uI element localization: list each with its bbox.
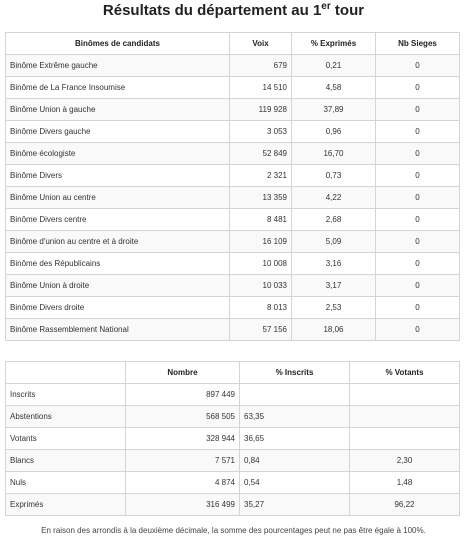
stats-table: [5, 361, 460, 516]
table-row: [6, 494, 460, 516]
title-text: Résultats du département au 1: [102, 2, 322, 19]
nb-sieges-cell: 0: [376, 121, 460, 143]
stats-header-row: [6, 362, 460, 384]
pct-exprimes-cell: 18,06: [292, 319, 376, 341]
pct-exprimes-cell: 0,73: [292, 165, 376, 187]
table-row: [6, 297, 460, 319]
nb-sieges-cell: 0: [376, 165, 460, 187]
pct-exprimes-cell: 16,70: [292, 143, 376, 165]
candidate-cell: Binôme Divers centre: [6, 209, 230, 231]
voix-cell: 119 928: [230, 99, 292, 121]
nombre-cell: 328 944: [126, 428, 240, 450]
nb-sieges-cell: 0: [376, 231, 460, 253]
pct-votants-cell: 96,22: [350, 494, 460, 516]
table-row: [6, 253, 460, 275]
nombre-cell: 316 499: [126, 494, 240, 516]
pct-exprimes-cell: 0,96: [292, 121, 376, 143]
pct-exprimes-cell: 4,22: [292, 187, 376, 209]
candidate-cell: Binôme Rassemblement National: [6, 319, 230, 341]
table-row: [6, 121, 460, 143]
nombre-cell: 7 571: [126, 450, 240, 472]
pct-exprimes-cell: 5,09: [292, 231, 376, 253]
header-nb-sieges: Nb Sieges: [376, 33, 460, 55]
voix-cell: 679: [230, 55, 292, 77]
nombre-cell: 4 874: [126, 472, 240, 494]
voix-cell: 57 156: [230, 319, 292, 341]
nb-sieges-cell: 0: [376, 99, 460, 121]
header-nombre: Nombre: [126, 362, 240, 384]
results-header-row: [6, 33, 460, 55]
pct-votants-cell: [350, 406, 460, 428]
table-row: [6, 143, 460, 165]
stat-label-cell: Abstentions: [6, 406, 126, 428]
voix-cell: 10 008: [230, 253, 292, 275]
pct-votants-cell: [350, 384, 460, 406]
title-suffix: tour: [330, 2, 365, 19]
voix-cell: 3 053: [230, 121, 292, 143]
nb-sieges-cell: 0: [376, 77, 460, 99]
stat-label-cell: Blancs: [6, 450, 126, 472]
table-row: [6, 165, 460, 187]
table-row: [6, 319, 460, 341]
candidate-cell: Binôme Union au centre: [6, 187, 230, 209]
voix-cell: 2 321: [230, 165, 292, 187]
pct-exprimes-cell: 3,16: [292, 253, 376, 275]
voix-cell: 10 033: [230, 275, 292, 297]
table-row: [6, 406, 460, 428]
header-pct-votants: % Votants: [350, 362, 460, 384]
table-row: [6, 187, 460, 209]
voix-cell: 16 109: [230, 231, 292, 253]
voix-cell: 13 359: [230, 187, 292, 209]
voix-cell: 8 013: [230, 297, 292, 319]
table-row: [6, 384, 460, 406]
pct-votants-cell: 2,30: [350, 450, 460, 472]
page-title: [0, 0, 467, 28]
candidate-cell: Binôme des Républicains: [6, 253, 230, 275]
nb-sieges-cell: 0: [376, 275, 460, 297]
stat-label-cell: Nuls: [6, 472, 126, 494]
pct-inscrits-cell: 35,27: [240, 494, 350, 516]
nb-sieges-cell: 0: [376, 297, 460, 319]
nb-sieges-cell: 0: [376, 253, 460, 275]
table-row: [6, 77, 460, 99]
nombre-cell: 568 505: [126, 406, 240, 428]
pct-inscrits-cell: 63,35: [240, 406, 350, 428]
candidate-cell: Binôme Extrême gauche: [6, 55, 230, 77]
candidate-cell: Binôme Divers droite: [6, 297, 230, 319]
nb-sieges-cell: 0: [376, 55, 460, 77]
nb-sieges-cell: 0: [376, 187, 460, 209]
nb-sieges-cell: 0: [376, 319, 460, 341]
pct-exprimes-cell: 4,58: [292, 77, 376, 99]
pct-inscrits-cell: 36,65: [240, 428, 350, 450]
stat-label-cell: Inscrits: [6, 384, 126, 406]
table-row: [6, 428, 460, 450]
candidate-cell: Binôme Divers: [6, 165, 230, 187]
pct-inscrits-cell: 0,54: [240, 472, 350, 494]
pct-exprimes-cell: 3,17: [292, 275, 376, 297]
candidate-cell: Binôme Union à gauche: [6, 99, 230, 121]
table-row: [6, 55, 460, 77]
voix-cell: 8 481: [230, 209, 292, 231]
pct-votants-cell: [350, 428, 460, 450]
table-row: [6, 450, 460, 472]
voix-cell: 52 849: [230, 143, 292, 165]
stat-label-cell: Votants: [6, 428, 126, 450]
table-row: [6, 231, 460, 253]
table-row: [6, 209, 460, 231]
results-table: [5, 32, 460, 341]
header-blank: [6, 362, 126, 384]
pct-votants-cell: 1,48: [350, 472, 460, 494]
candidate-cell: Binôme Union à droite: [6, 275, 230, 297]
pct-inscrits-cell: [240, 384, 350, 406]
header-pct-inscrits: % Inscrits: [240, 362, 350, 384]
candidate-cell: Binôme écologiste: [6, 143, 230, 165]
table-row: [6, 99, 460, 121]
pct-exprimes-cell: 2,53: [292, 297, 376, 319]
pct-exprimes-cell: 2,68: [292, 209, 376, 231]
table-row: [6, 472, 460, 494]
header-candidates: Binômes de candidats: [6, 33, 230, 55]
voix-cell: 14 510: [230, 77, 292, 99]
nb-sieges-cell: 0: [376, 143, 460, 165]
candidate-cell: Binôme de La France Insoumise: [6, 77, 230, 99]
header-voix: Voix: [230, 33, 292, 55]
title-sup: er: [321, 1, 331, 12]
stat-label-cell: Exprimés: [6, 494, 126, 516]
pct-exprimes-cell: 0,21: [292, 55, 376, 77]
pct-inscrits-cell: 0,84: [240, 450, 350, 472]
nb-sieges-cell: 0: [376, 209, 460, 231]
pct-exprimes-cell: 37,89: [292, 99, 376, 121]
rounding-note: En raison des arrondis à la deuxième décimale, la somme des pourcentages peut ne pas être égale à 100%.: [41, 526, 426, 535]
candidate-cell: Binôme d'union au centre et à droite: [6, 231, 230, 253]
candidate-cell: Binôme Divers gauche: [6, 121, 230, 143]
table-row: [6, 275, 460, 297]
nombre-cell: 897 449: [126, 384, 240, 406]
header-pct-exprimes: % Exprimés: [292, 33, 376, 55]
